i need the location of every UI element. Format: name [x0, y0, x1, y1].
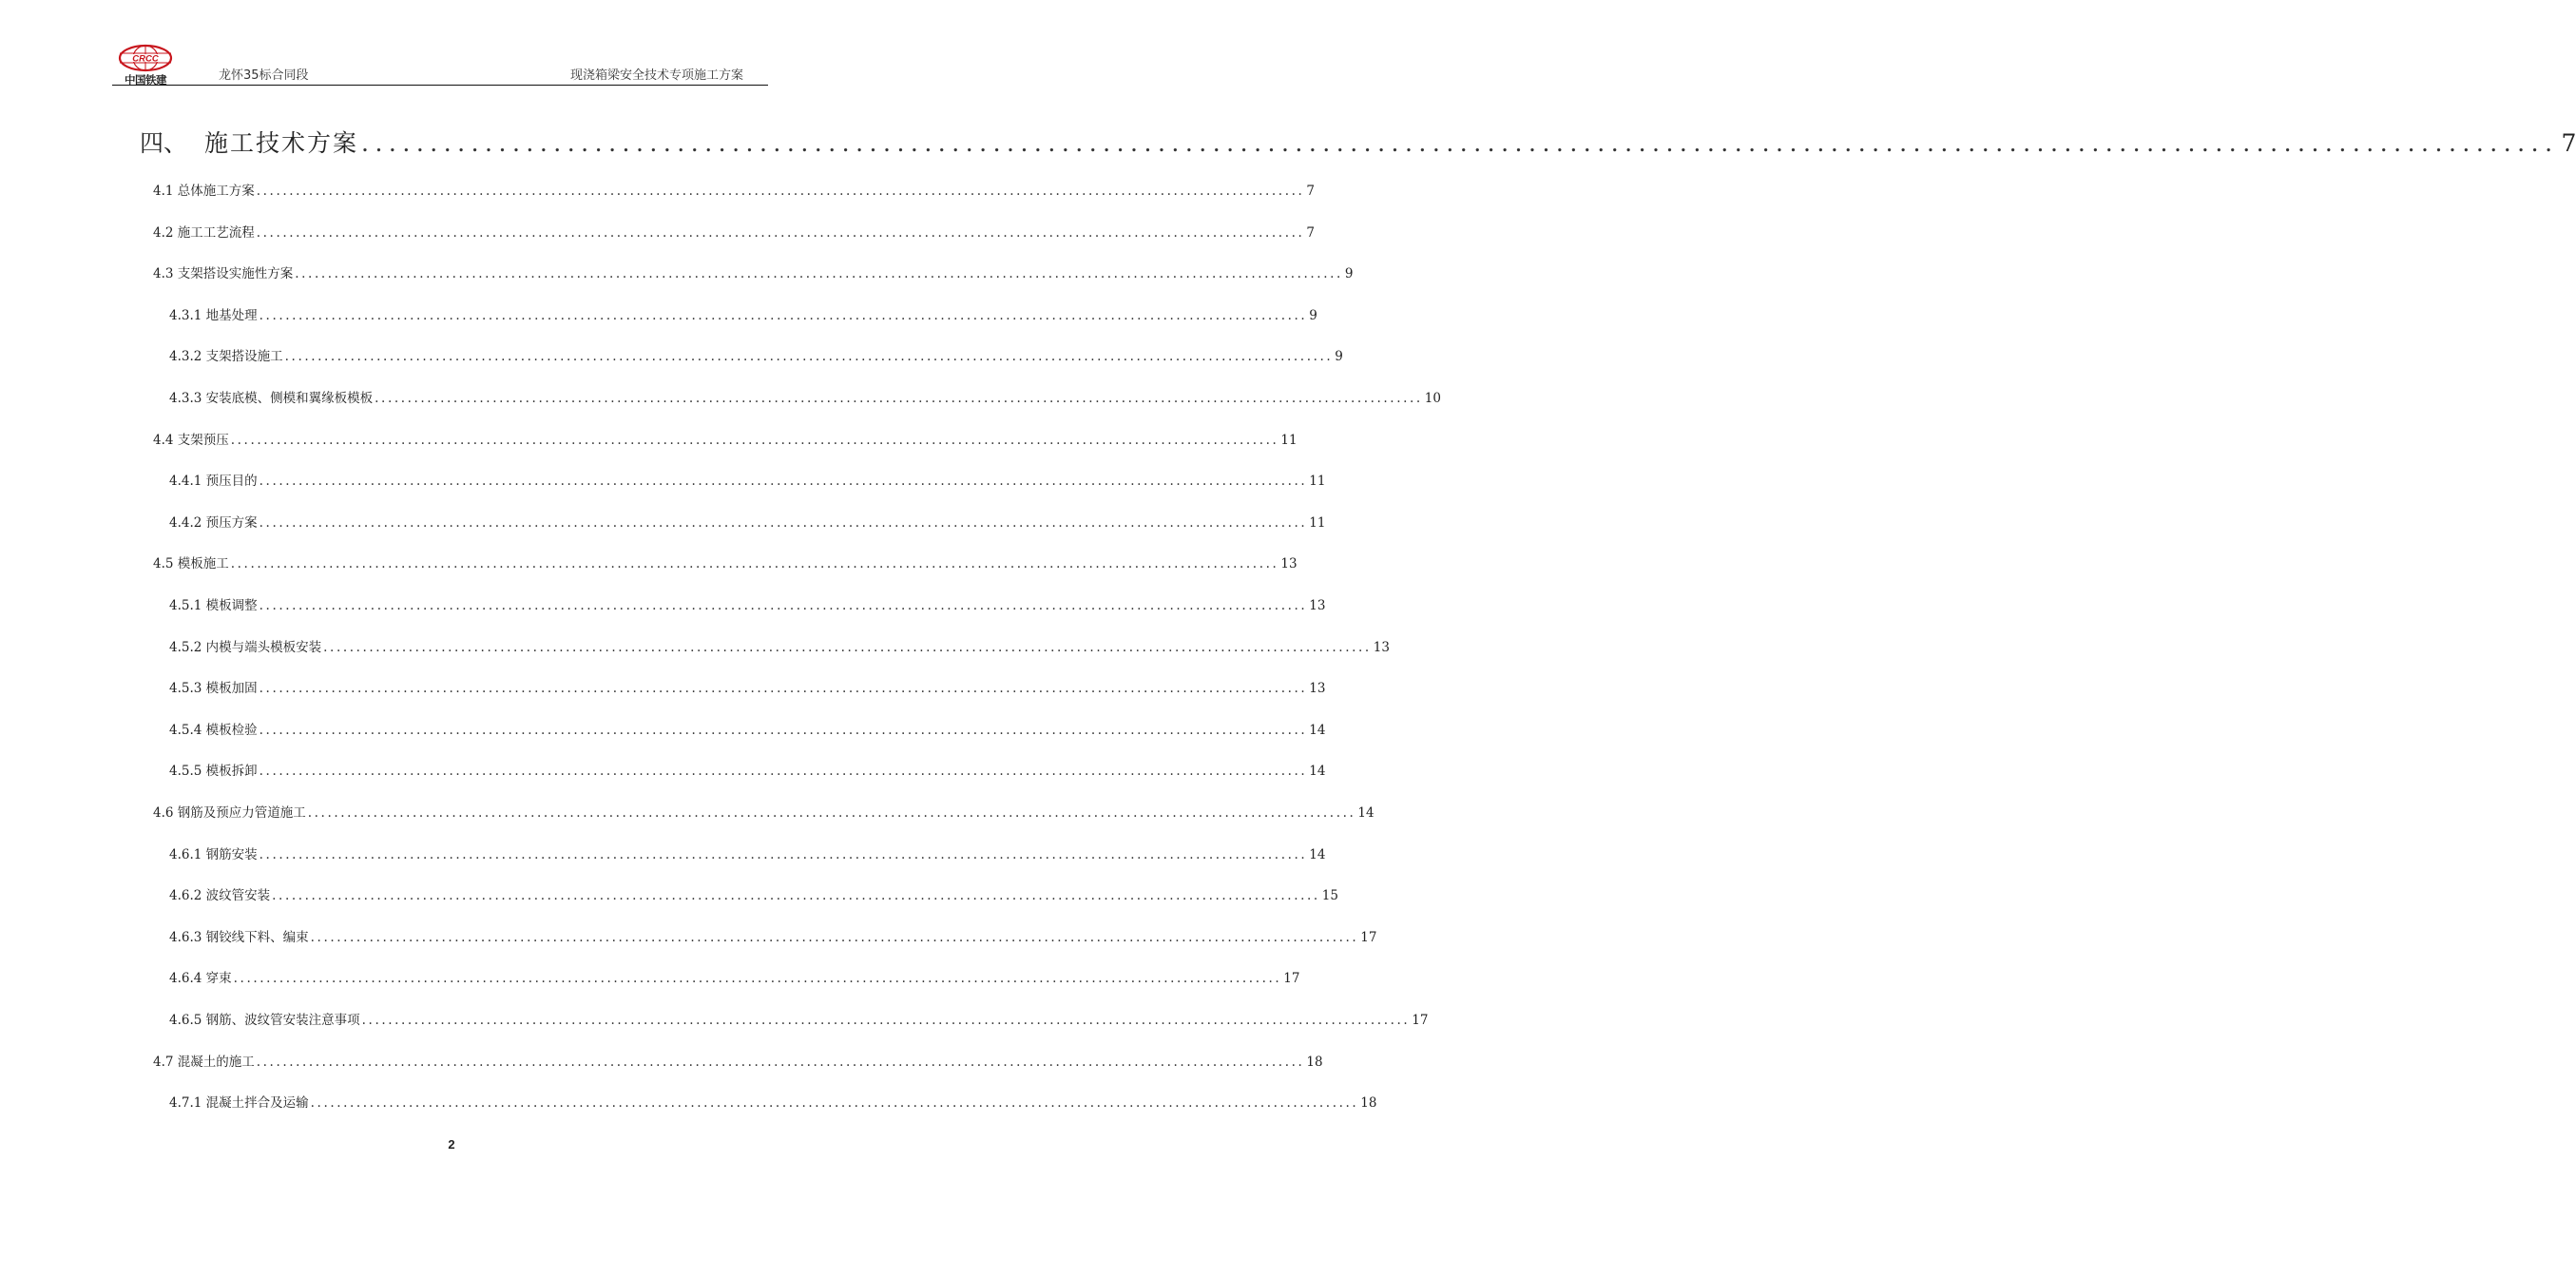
toc-entry-page-number: 13 — [1373, 639, 1390, 655]
toc-entry-label: 4.5.5 模板拆卸 — [169, 764, 258, 780]
toc-entry-page-number: 11 — [1280, 432, 1298, 448]
logo-text: 中国铁建 — [125, 73, 166, 87]
chapter-number: 四、 — [140, 129, 188, 157]
crcc-globe-icon — [112, 44, 179, 72]
toc-entry-label: 4.5 模板施工 — [153, 556, 229, 572]
toc-entry-page-number: 9 — [1335, 349, 1343, 365]
toc-entry-page-number: 14 — [1309, 846, 1326, 862]
toc-entry-page-number: 15 — [1321, 888, 1338, 904]
dot-leader: ................................................................................................................................................................ — [295, 266, 1343, 282]
toc-entry-page-number: 7 — [1306, 224, 1315, 241]
toc-entry-label: 4.4 支架预压 — [153, 432, 229, 448]
dot-leader: ................................................................................................................................................................ — [361, 1013, 1411, 1028]
toc-entry-label: 4.5.1 模板调整 — [169, 598, 258, 613]
toc-entry-page-number: 11 — [1309, 514, 1326, 531]
toc-entry[interactable] — [153, 262, 1354, 282]
header-project-name: 龙怀35标合同段 — [219, 68, 309, 83]
logo-badge-text: CRCC — [132, 53, 159, 65]
dot-leader: ................................................................................................................................................................ — [230, 432, 1279, 448]
dot-leader: ................................................................................................................................................................ — [284, 349, 1334, 365]
toc-entry-page-number: 13 — [1309, 681, 1326, 697]
toc-entry[interactable] — [153, 1051, 1323, 1070]
toc-entry-page-number: 18 — [1306, 1054, 1323, 1070]
dot-leader: ................................................................................................................................................................ — [259, 598, 1308, 613]
chapter-title: 施工技术方案 — [204, 129, 359, 157]
toc-entry[interactable] — [169, 1009, 1429, 1028]
toc-entry-page-number: 10 — [1424, 391, 1441, 406]
toc-entry[interactable] — [169, 760, 1326, 780]
toc-entry-page-number: 14 — [1309, 764, 1326, 780]
toc-entry[interactable] — [169, 967, 1300, 987]
page-number: 2 — [448, 1137, 455, 1152]
header-rule — [112, 85, 768, 86]
toc-entry-label: 4.1 总体施工方案 — [153, 184, 255, 199]
toc-entry-label: 4.6 钢筋及预应力管道施工 — [153, 805, 306, 821]
toc-entry-page-number: 11 — [1309, 474, 1326, 490]
toc-entry[interactable] — [169, 843, 1326, 862]
dot-leader: ................................................................................................................................................................ — [259, 846, 1308, 862]
toc-entry[interactable] — [169, 594, 1326, 613]
toc-chapter-entry[interactable] — [140, 125, 2576, 159]
dot-leader: ................................................................................................................................................................ — [256, 1054, 1305, 1070]
toc-entry-page-number: 14 — [1309, 722, 1326, 738]
toc-entry[interactable] — [153, 802, 1375, 821]
dot-leader: ................................................................................................................................................................ — [259, 681, 1308, 697]
toc-entry-page-number: 14 — [1357, 805, 1375, 821]
toc-entry-page-number: 17 — [1360, 929, 1377, 945]
dot-leader: ................................................................................................................................................................ — [259, 722, 1308, 738]
toc-entry-label: 4.7 混凝土的施工 — [153, 1054, 255, 1070]
toc-entry-label: 4.4.1 预压目的 — [169, 474, 258, 490]
toc-entry-page-number: 9 — [1309, 307, 1317, 323]
toc-entry[interactable] — [169, 304, 1317, 323]
header-document-title: 现浇箱梁安全技术专项施工方案 — [569, 68, 743, 83]
chapter-page-number: 7 — [2561, 129, 2576, 157]
toc-entry[interactable] — [153, 429, 1298, 448]
toc-entry-label: 4.3 支架搭设实施性方案 — [153, 266, 294, 282]
toc-entry[interactable] — [153, 222, 1315, 241]
toc-entry-label: 4.3.2 支架搭设施工 — [169, 349, 283, 365]
dot-leader: ................................................................................................................................................................ — [259, 474, 1308, 490]
toc-entry-page-number: 9 — [1344, 266, 1354, 282]
dot-leader: ................................................................................................................................................................ — [259, 514, 1308, 531]
dot-leader: ................................................................................................................................................................ — [230, 556, 1279, 572]
dot-leader: ................................................................................................................................................................ — [361, 129, 2559, 157]
toc-entry-page-number: 17 — [1412, 1013, 1429, 1028]
dot-leader: ................................................................................................................................................................ — [272, 888, 1320, 904]
toc-entry[interactable] — [169, 719, 1326, 738]
dot-leader: ................................................................................................................................................................ — [310, 1095, 1359, 1112]
toc-entry-page-number: 13 — [1309, 598, 1326, 613]
dot-leader: ................................................................................................................................................................ — [375, 391, 1423, 406]
toc-entry-label: 4.6.5 钢筋、波纹管安装注意事项 — [169, 1013, 360, 1028]
dot-leader: ................................................................................................................................................................ — [323, 639, 1372, 655]
page-header — [112, 44, 768, 86]
dot-leader: ................................................................................................................................................................ — [233, 971, 1282, 987]
toc-entry[interactable] — [169, 387, 1441, 406]
toc-entry[interactable] — [169, 345, 1343, 365]
toc-entry-page-number: 18 — [1360, 1095, 1377, 1112]
toc-entry-label: 4.4.2 预压方案 — [169, 514, 258, 531]
dot-leader: ................................................................................................................................................................ — [256, 224, 1305, 241]
toc-entry-label: 4.3.1 地基处理 — [169, 307, 258, 323]
dot-leader: ................................................................................................................................................................ — [259, 307, 1308, 323]
toc-entry[interactable] — [169, 636, 1390, 655]
toc-entry[interactable] — [169, 677, 1326, 697]
toc-entry[interactable] — [169, 470, 1326, 490]
toc-entry-page-number: 13 — [1280, 556, 1298, 572]
toc-entry-label: 4.2 施工工艺流程 — [153, 224, 255, 241]
toc-entry[interactable] — [169, 512, 1326, 531]
toc-entry-label: 4.5.2 内模与端头模板安装 — [169, 639, 322, 655]
toc-entry[interactable] — [169, 884, 1338, 904]
dot-leader: ................................................................................................................................................................ — [310, 929, 1359, 945]
dot-leader: ................................................................................................................................................................ — [259, 764, 1308, 780]
toc-entry-label: 4.7.1 混凝土拌合及运输 — [169, 1095, 309, 1112]
toc-entry-label: 4.6.2 波纹管安装 — [169, 888, 271, 904]
toc-entry[interactable] — [169, 926, 1377, 945]
toc-entry-label: 4.5.4 模板检验 — [169, 722, 258, 738]
toc-entry-page-number: 7 — [1306, 184, 1315, 199]
toc-entry-page-number: 17 — [1283, 971, 1300, 987]
crcc-logo — [112, 44, 179, 86]
toc-entry-label: 4.3.3 安装底模、侧模和翼缘板模板 — [169, 391, 374, 406]
dot-leader: ................................................................................................................................................................ — [256, 184, 1305, 199]
toc-entry[interactable] — [153, 180, 1315, 199]
toc-entry[interactable] — [153, 552, 1298, 572]
toc-entry-label: 4.6.4 穿束 — [169, 971, 232, 987]
toc-entry-label: 4.5.3 模板加固 — [169, 681, 258, 697]
toc-entry-label: 4.6.1 钢筋安装 — [169, 846, 258, 862]
dot-leader: ................................................................................................................................................................ — [307, 805, 1356, 821]
toc-entry[interactable] — [169, 1092, 1377, 1112]
toc-entry-label: 4.6.3 钢铰线下料、编束 — [169, 929, 309, 945]
